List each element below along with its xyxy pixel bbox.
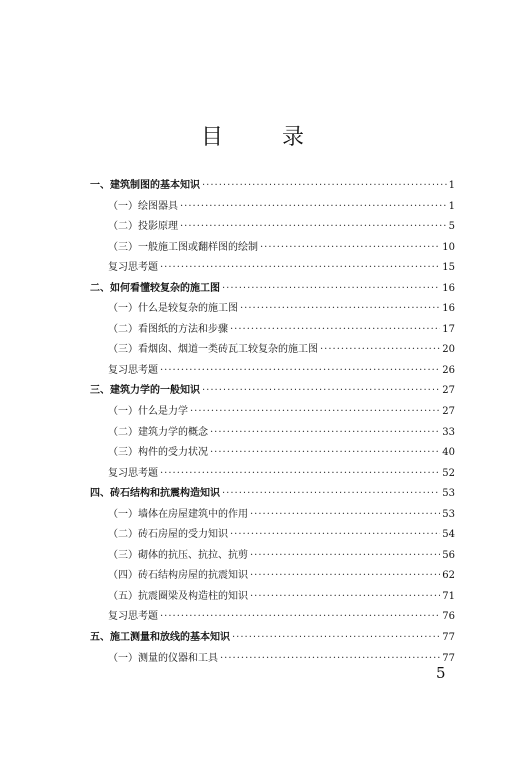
toc-entry-page: 26: [442, 364, 455, 376]
toc-entry-page: 77: [442, 632, 455, 644]
toc-chapter: [90, 484, 455, 505]
dot-leader: [240, 299, 440, 320]
toc-section: [90, 197, 455, 218]
toc-entry-page: 5: [448, 221, 455, 233]
dot-leader: [202, 176, 447, 197]
toc-entry-page: 54: [442, 529, 455, 541]
toc-entry-label: （二）建筑力学的概念: [108, 426, 208, 438]
toc-entry-label: 五、施工测量和放线的基本知识: [90, 632, 230, 644]
toc-section: [90, 402, 455, 423]
toc-entry-label: 二、如何看懂较复杂的施工图: [90, 282, 220, 294]
toc-entry-page: 1: [448, 180, 455, 191]
page-number: 5: [436, 664, 446, 682]
toc-entry-label: （四）砖石结构房屋的抗震知识: [108, 570, 248, 582]
dot-leader: [320, 340, 440, 361]
toc-section: [90, 423, 455, 444]
dot-leader: [230, 525, 440, 546]
dot-leader: [260, 238, 440, 259]
toc-entry-label: （三）一般施工图或翻样图的绘制: [108, 241, 258, 253]
toc-entry-page: 17: [442, 323, 455, 335]
toc-entry-label: （三）砌体的抗压、抗拉、抗剪: [108, 549, 248, 561]
toc-entry-page: 16: [442, 282, 455, 294]
toc-entry-page: 53: [442, 508, 455, 520]
dot-leader: [160, 607, 440, 628]
toc-entry-page: 53: [442, 488, 455, 500]
dot-leader: [222, 484, 440, 505]
toc-entry-page: 15: [442, 262, 455, 274]
toc-section: [90, 587, 455, 608]
toc-chapter: [90, 381, 455, 402]
toc-entry-label: 三、建筑力学的一般知识: [90, 385, 200, 397]
toc-entry-label: 一、建筑制图的基本知识: [90, 180, 200, 191]
toc-entry-page: 33: [442, 426, 455, 438]
toc-entry-page: 20: [442, 344, 455, 356]
dot-leader: [222, 279, 440, 300]
toc-entry-page: 62: [442, 570, 455, 582]
toc-entry-page: 77: [442, 652, 455, 664]
toc-entry-label: （一）墙体在房屋建筑中的作用: [108, 508, 248, 520]
dot-leader: [202, 381, 440, 402]
dot-leader: [190, 402, 440, 423]
toc-review: [90, 607, 455, 628]
toc-entry-page: 40: [442, 447, 455, 459]
toc-section: [90, 299, 455, 320]
dot-leader: [160, 361, 440, 382]
toc-entry-label: （二）投影原理: [108, 221, 178, 233]
toc-chapter: [90, 628, 455, 649]
toc-entry-label: （三）构件的受力状况: [108, 447, 208, 459]
toc-section: [90, 340, 455, 361]
toc-entry-page: 27: [442, 406, 455, 418]
toc-entry-label: （一）什么是力学: [108, 406, 188, 418]
dot-leader: [250, 505, 440, 526]
toc-section: [90, 238, 455, 259]
dot-leader: [232, 628, 440, 649]
toc-entry-label: （一）测量的仪器和工具: [108, 652, 218, 664]
dot-leader: [250, 587, 440, 608]
dot-leader: [180, 217, 447, 238]
toc-entry-label: （二）看图纸的方法和步骤: [108, 323, 228, 335]
toc-entry-label: 四、砖石结构和抗震构造知识: [90, 488, 220, 500]
toc-review: [90, 361, 455, 382]
toc-chapter: [90, 279, 455, 300]
dot-leader: [180, 197, 447, 218]
toc-section: [90, 443, 455, 464]
dot-leader: [250, 566, 440, 587]
toc-entry-page: 56: [442, 549, 455, 561]
toc-entry-label: （三）看烟囱、烟道一类砖瓦工较复杂的施工图: [108, 344, 318, 356]
dot-leader: [160, 464, 440, 485]
dot-leader: [250, 546, 440, 567]
page-title: 目 录: [201, 125, 330, 150]
toc-section: [90, 649, 455, 670]
toc-section: [90, 320, 455, 341]
toc-section: [90, 505, 455, 526]
toc-entry-page: 76: [442, 611, 455, 623]
toc-entry-label: （五）抗震圈梁及构造柱的知识: [108, 590, 248, 602]
toc-entry-page: 16: [442, 303, 455, 315]
toc-review: [90, 258, 455, 279]
toc-entry-label: （二）砖石房屋的受力知识: [108, 529, 228, 541]
toc-entry-page: 27: [442, 385, 455, 397]
toc-entry-label: （一）绘图器具: [108, 200, 178, 212]
toc-entry-page: 52: [442, 467, 455, 479]
toc-section: [90, 546, 455, 567]
toc-section: [90, 566, 455, 587]
toc-entry-page: 71: [442, 590, 455, 602]
table-of-contents: [90, 176, 455, 669]
dot-leader: [210, 423, 440, 444]
toc-chapter: [90, 176, 455, 197]
toc-section: [90, 217, 455, 238]
dot-leader: [220, 649, 440, 670]
toc-section: [90, 525, 455, 546]
toc-entry-label: 复习思考题: [108, 364, 158, 376]
dot-leader: [160, 258, 440, 279]
toc-entry-label: 复习思考题: [108, 467, 158, 479]
toc-entry-page: 1: [448, 200, 455, 212]
toc-review: [90, 464, 455, 485]
toc-entry-label: 复习思考题: [108, 262, 158, 274]
toc-entry-label: （一）什么是较复杂的施工图: [108, 303, 238, 315]
toc-entry-page: 10: [442, 241, 455, 253]
dot-leader: [210, 443, 440, 464]
dot-leader: [230, 320, 440, 341]
toc-entry-label: 复习思考题: [108, 611, 158, 623]
